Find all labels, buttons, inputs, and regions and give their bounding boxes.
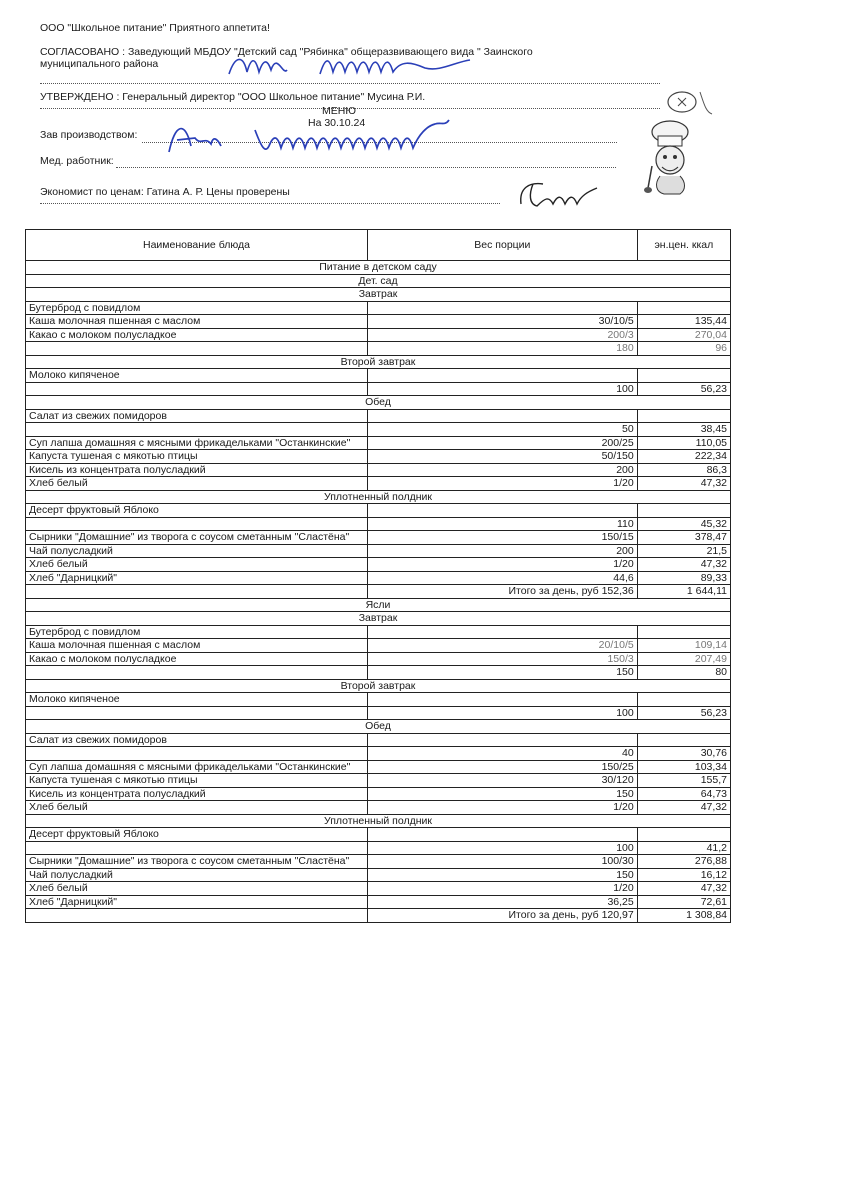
dish-name-cell (26, 382, 368, 396)
dish-name-cell: Чай полусладкий (26, 544, 368, 558)
agreed-line: СОГЛАСОВАНО : Заведующий МБДОУ "Детский сад "Рябинка" общеразвивающего вида " Заинского (40, 46, 533, 58)
weight-cell: 150/25 (367, 760, 637, 774)
kcal-cell: 103,34 (637, 760, 730, 774)
table-row (26, 544, 731, 558)
dish-name-cell (26, 517, 368, 531)
table-header-row (26, 230, 731, 261)
kcal-cell (637, 504, 730, 518)
group-title (26, 274, 731, 288)
kcal-cell (637, 409, 730, 423)
weight-cell: 100 (367, 706, 637, 720)
table-row (26, 517, 731, 531)
dish-name-cell: Молоко кипяченое (26, 369, 368, 383)
dish-name-cell (26, 841, 368, 855)
meal-title-label: Уплотненный полдник (26, 814, 731, 828)
table-row (26, 558, 731, 572)
weight-cell: 200/3 (367, 328, 637, 342)
dish-name-cell (26, 423, 368, 437)
meal-title (26, 288, 731, 302)
approved-line: УТВЕРЖДЕНО : Генеральный директор "ООО Школьное питание" Мусина Р.И. (40, 91, 426, 103)
table-row (26, 301, 731, 315)
weight-cell: 150/15 (367, 531, 637, 545)
kcal-cell: 47,32 (637, 558, 730, 572)
menu-title: МЕНЮ (322, 105, 356, 117)
kcal-cell (637, 301, 730, 315)
kcal-cell: 45,32 (637, 517, 730, 531)
dish-name-cell: Десерт фруктовый Яблоко (26, 504, 368, 518)
dish-name-cell (26, 666, 368, 680)
kcal-cell (637, 828, 730, 842)
weight-cell: 110 (367, 517, 637, 531)
table-row (26, 706, 731, 720)
weight-cell: 30/10/5 (367, 315, 637, 329)
weight-cell: 40 (367, 747, 637, 761)
table-row (26, 855, 731, 869)
weight-cell: 36,25 (367, 895, 637, 909)
weight-cell: 50 (367, 423, 637, 437)
table-row (26, 409, 731, 423)
table-row (26, 895, 731, 909)
total-kcal: 1 308,84 (637, 909, 730, 923)
production-label: Зав производством: (40, 129, 138, 141)
weight-cell: 200 (367, 463, 637, 477)
kcal-cell (637, 625, 730, 639)
dish-name-cell: Какао с молоком полусладкое (26, 328, 368, 342)
dish-name-cell: Какао с молоком полусладкое (26, 652, 368, 666)
weight-cell: 150 (367, 666, 637, 680)
stamp-mark (660, 84, 720, 120)
menu-table-body (26, 230, 731, 923)
table-row (26, 382, 731, 396)
weight-cell: 100 (367, 841, 637, 855)
meal-title (26, 814, 731, 828)
weight-cell: 1/20 (367, 477, 637, 491)
col-name-header: Наименование блюда (26, 230, 368, 261)
table-row (26, 639, 731, 653)
kcal-cell: 135,44 (637, 315, 730, 329)
kcal-cell (637, 733, 730, 747)
dish-name-cell: Бутерброд с повидлом (26, 301, 368, 315)
kcal-cell: 16,12 (637, 868, 730, 882)
dish-name-cell (26, 706, 368, 720)
weight-cell: 150 (367, 787, 637, 801)
signature-economist (515, 178, 605, 214)
org-title: ООО "Школьное питание" Приятного аппетита! (40, 22, 270, 34)
dish-name-cell: Молоко кипяченое (26, 693, 368, 707)
kcal-cell: 276,88 (637, 855, 730, 869)
weight-cell: 100/30 (367, 855, 637, 869)
kcal-cell: 96 (637, 342, 730, 356)
weight-cell: 30/120 (367, 774, 637, 788)
weight-cell: 1/20 (367, 801, 637, 815)
weight-cell: 44,6 (367, 571, 637, 585)
dish-name-cell: Суп лапша домашняя с мясными фрикадельками "Останкинские" (26, 436, 368, 450)
meal-title-label: Второй завтрак (26, 679, 731, 693)
weight-cell: 200 (367, 544, 637, 558)
total-spacer (26, 909, 368, 923)
dish-name-cell: Сырники "Домашние" из творога с соусом сметанным "Сластёна" (26, 531, 368, 545)
table-row (26, 625, 731, 639)
dish-name-cell: Хлеб белый (26, 558, 368, 572)
economist-signature-line (40, 203, 500, 204)
table-row (26, 774, 731, 788)
agreed-signature-line (40, 83, 660, 84)
meal-title-label: Второй завтрак (26, 355, 731, 369)
group-title (26, 598, 731, 612)
table-row (26, 801, 731, 815)
kcal-cell: 38,45 (637, 423, 730, 437)
group-title-label: Ясли (26, 598, 731, 612)
table-row (26, 477, 731, 491)
dish-name-cell: Хлеб "Дарницкий" (26, 895, 368, 909)
dish-name-cell: Каша молочная пшенная с маслом (26, 315, 368, 329)
dish-name-cell: Капуста тушеная с мякотью птицы (26, 450, 368, 464)
table-row (26, 423, 731, 437)
table-row (26, 531, 731, 545)
table-row (26, 747, 731, 761)
table-row (26, 666, 731, 680)
section-row (26, 261, 731, 275)
kcal-cell: 110,05 (637, 436, 730, 450)
dish-name-cell: Салат из свежих помидоров (26, 733, 368, 747)
kcal-cell (637, 369, 730, 383)
weight-cell: 1/20 (367, 882, 637, 896)
meal-title (26, 720, 731, 734)
signature-agreed (225, 46, 485, 82)
kcal-cell: 47,32 (637, 801, 730, 815)
menu-date: На 30.10.24 (308, 117, 366, 129)
table-row (26, 882, 731, 896)
table-row (26, 571, 731, 585)
signature-production (165, 116, 485, 162)
kcal-cell: 47,32 (637, 882, 730, 896)
kcal-cell: 47,32 (637, 477, 730, 491)
weight-cell: 180 (367, 342, 637, 356)
weight-cell (367, 504, 637, 518)
dish-name-cell: Хлеб белый (26, 882, 368, 896)
table-row (26, 315, 731, 329)
total-label: Итого за день, руб 120,97 (367, 909, 637, 923)
meal-title (26, 612, 731, 626)
weight-cell (367, 369, 637, 383)
weight-cell (367, 828, 637, 842)
weight-cell: 20/10/5 (367, 639, 637, 653)
dish-name-cell: Хлеб "Дарницкий" (26, 571, 368, 585)
kcal-cell: 80 (637, 666, 730, 680)
table-row (26, 868, 731, 882)
kcal-cell: 72,61 (637, 895, 730, 909)
table-row (26, 733, 731, 747)
total-spacer (26, 585, 368, 599)
kcal-cell: 41,2 (637, 841, 730, 855)
table-row (26, 450, 731, 464)
meal-title-label: Обед (26, 720, 731, 734)
agreed-line-2: муниципального района (40, 58, 159, 70)
meal-title (26, 490, 731, 504)
meal-title (26, 355, 731, 369)
dish-name-cell: Кисель из концентрата полусладкий (26, 787, 368, 801)
weight-cell (367, 733, 637, 747)
meal-title-label: Уплотненный полдник (26, 490, 731, 504)
chef-logo (640, 118, 700, 196)
kcal-cell: 30,76 (637, 747, 730, 761)
dish-name-cell: Капуста тушеная с мякотью птицы (26, 774, 368, 788)
table-row (26, 342, 731, 356)
total-row (26, 585, 731, 599)
col-weight-header: Вес порции (367, 230, 637, 261)
table-row (26, 693, 731, 707)
kcal-cell: 64,73 (637, 787, 730, 801)
weight-cell (367, 625, 637, 639)
medic-signature-line (116, 167, 616, 168)
table-row (26, 436, 731, 450)
section-main-title: Питание в детском саду (26, 261, 731, 275)
meal-title (26, 396, 731, 410)
kcal-cell: 378,47 (637, 531, 730, 545)
kcal-cell: 155,7 (637, 774, 730, 788)
dish-name-cell: Десерт фруктовый Яблоко (26, 828, 368, 842)
total-row (26, 909, 731, 923)
meal-title-label: Обед (26, 396, 731, 410)
weight-cell: 1/20 (367, 558, 637, 572)
dish-name-cell: Суп лапша домашняя с мясными фрикадельками "Останкинские" (26, 760, 368, 774)
kcal-cell: 89,33 (637, 571, 730, 585)
kcal-cell: 56,23 (637, 382, 730, 396)
meal-title-label: Завтрак (26, 288, 731, 302)
dish-name-cell: Чай полусладкий (26, 868, 368, 882)
kcal-cell (637, 693, 730, 707)
meal-title (26, 679, 731, 693)
table-row (26, 504, 731, 518)
kcal-cell: 21,5 (637, 544, 730, 558)
weight-cell: 150 (367, 868, 637, 882)
economist-label: Экономист по ценам: Гатина А. Р. Цены проверены (40, 186, 290, 198)
dish-name-cell: Кисель из концентрата полусладкий (26, 463, 368, 477)
table-row (26, 787, 731, 801)
dish-name-cell: Хлеб белый (26, 801, 368, 815)
kcal-cell: 56,23 (637, 706, 730, 720)
meal-title-label: Завтрак (26, 612, 731, 626)
table-row (26, 760, 731, 774)
table-row (26, 463, 731, 477)
kcal-cell: 207,49 (637, 652, 730, 666)
col-energy-header: эн.цен. ккал (637, 230, 730, 261)
table-row (26, 828, 731, 842)
dish-name-cell: Бутерброд с повидлом (26, 625, 368, 639)
weight-cell: 100 (367, 382, 637, 396)
weight-cell (367, 301, 637, 315)
table-row (26, 841, 731, 855)
weight-cell: 150/3 (367, 652, 637, 666)
kcal-cell: 109,14 (637, 639, 730, 653)
dish-name-cell: Каша молочная пшенная с маслом (26, 639, 368, 653)
total-kcal: 1 644,11 (637, 585, 730, 599)
total-label: Итого за день, руб 152,36 (367, 585, 637, 599)
kcal-cell: 270,04 (637, 328, 730, 342)
group-title-label: Дет. сад (26, 274, 731, 288)
dish-name-cell: Сырники "Домашние" из творога с соусом сметанным "Сластёна" (26, 855, 368, 869)
dish-name-cell: Хлеб белый (26, 477, 368, 491)
dish-name-cell (26, 342, 368, 356)
menu-table (25, 229, 731, 923)
kcal-cell: 222,34 (637, 450, 730, 464)
dish-name-cell (26, 747, 368, 761)
weight-cell (367, 409, 637, 423)
table-row (26, 328, 731, 342)
table-row (26, 652, 731, 666)
weight-cell (367, 693, 637, 707)
table-row (26, 369, 731, 383)
kcal-cell: 86,3 (637, 463, 730, 477)
weight-cell: 200/25 (367, 436, 637, 450)
weight-cell: 50/150 (367, 450, 637, 464)
medic-label: Мед. работник: (40, 155, 114, 167)
dish-name-cell: Салат из свежих помидоров (26, 409, 368, 423)
